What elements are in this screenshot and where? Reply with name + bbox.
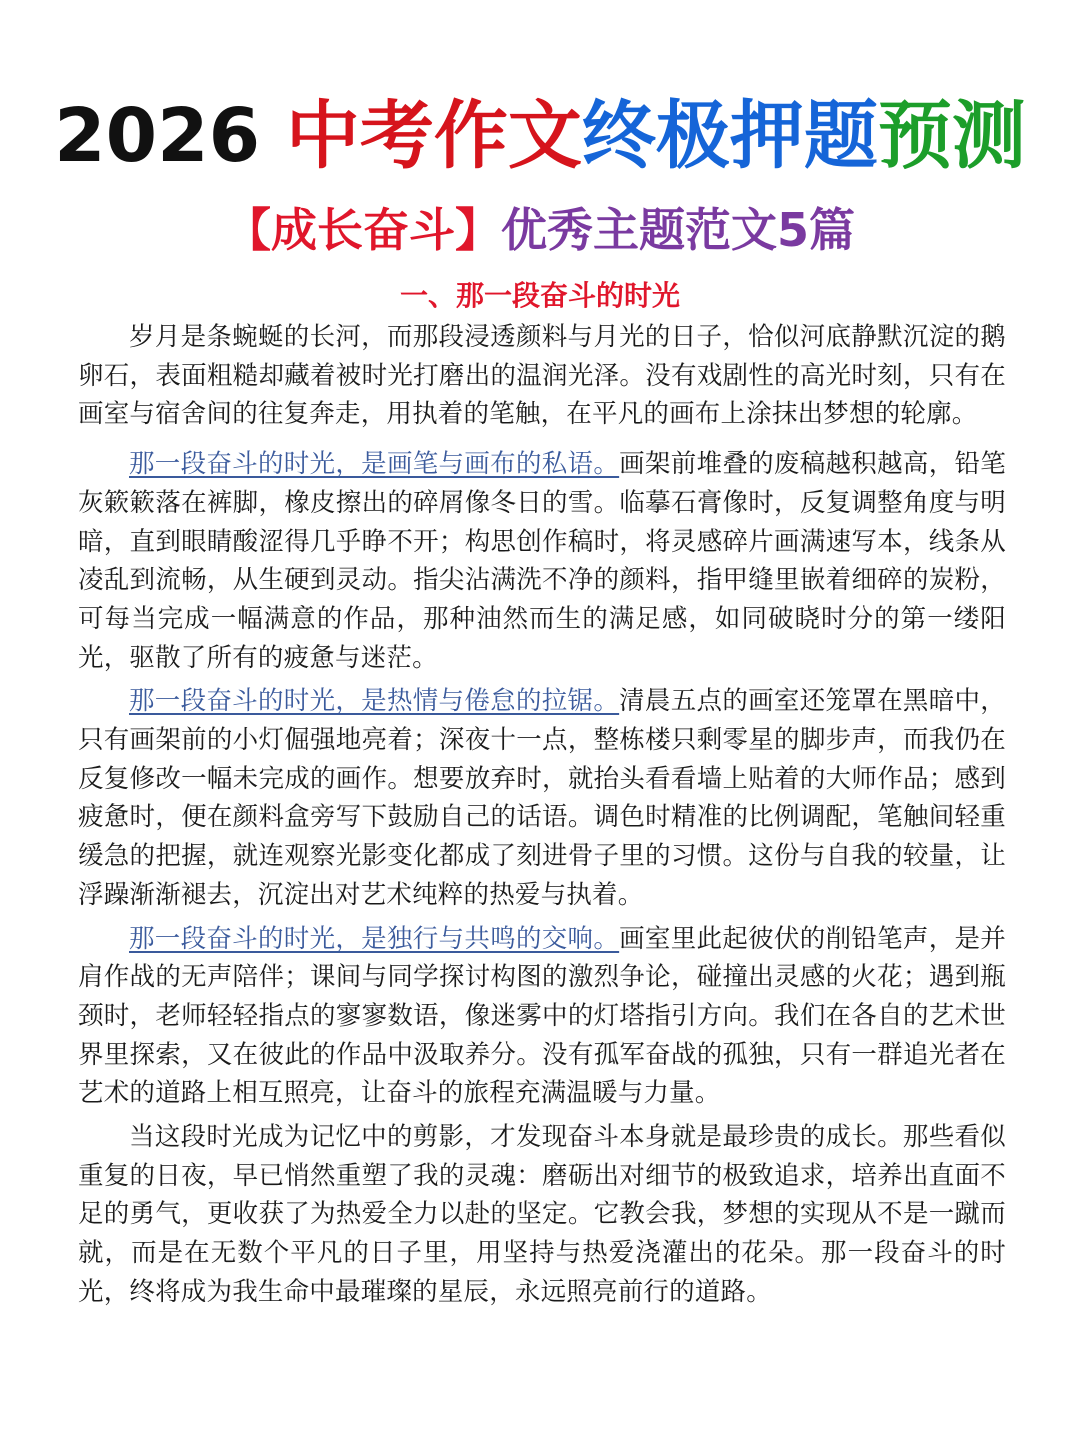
paragraph-3 bbox=[78, 682, 1006, 914]
paragraph-lead-sentence: 那一段奋斗的时光，是独行与共鸣的交响。 bbox=[129, 923, 620, 954]
paragraph-text: 画室里此起彼伏的削铅笔声，是并肩作战的无声陪伴；课间与同学探讨构图的激烈争论，碰撞出灵感的火花；遇到瓶颈时，老师轻轻指点的寥寥数语，像迷雾中的灯塔指引方向。我们在各自的艺术世界里探索，又在彼此的作品中汲取养分。没有孤军奋战的孤独，只有一群追光者在艺术的道路上相互照亮，让奋斗的旅程充满温暖与力量。 bbox=[78, 923, 1006, 1109]
paragraph-text: 岁月是条蜿蜒的长河，而那段浸透颜料与月光的日子，恰似河底静默沉淀的鹅卵石，表面粗糙却藏着被时光打磨出的温润光泽。没有戏剧性的高光时刻，只有在画室与宿舍间的往复奔走，用执着的笔触，在平凡的画布上涂抹出梦想的轮廓。 bbox=[78, 322, 1006, 430]
paragraph-text: 当这段时光成为记忆中的剪影，才发现奋斗本身就是最珍贵的成长。那些看似重复的日夜，早已悄然重塑了我的灵魂：磨砺出对细节的极致追求，培养出直面不足的勇气，更收获了为热爱全力以赴的坚定。它教会我，梦想的实现从不是一蹴而就，而是在无数个平凡的日子里，用坚持与热爱浇灌出的花朵。那一段奋斗的时光，终将成为我生命中最璀璨的星辰，永远照亮前行的道路。 bbox=[78, 1122, 1006, 1307]
paragraph-lead-sentence: 那一段奋斗的时光，是热情与倦怠的拉锯。 bbox=[129, 686, 620, 717]
essay-body bbox=[78, 318, 1006, 1312]
paragraph-2 bbox=[78, 445, 1006, 677]
title-year: 2026 bbox=[54, 93, 286, 179]
paragraph-lead-sentence: 那一段奋斗的时光，是画笔与画布的私语。 bbox=[129, 449, 620, 480]
paragraph-text: 清晨五点的画室还笼罩在黑暗中，只有画架前的小灯倔强地亮着；深夜十一点，整栋楼只剩零星的脚步声，而我仍在反复修改一幅未完成的画作。想要放弃时，就抬头看看墙上贴着的大师作品；感到疲惫时，便在颜料盒旁写下鼓励自己的话语。调色时精准的比例调配，笔触间轻重缓急的把握，就连观察光影变化都成了刻进骨子里的习惯。这份与自我的较量，让浮躁渐渐褪去，沉淀出对艺术纯粹的热爱与执着。 bbox=[78, 686, 1006, 910]
title-part-forecast: 预测 bbox=[877, 93, 1026, 179]
subtitle-topic-bracket: 【成长奋斗】 bbox=[224, 203, 501, 257]
page-title bbox=[0, 88, 1080, 184]
paragraph-1 bbox=[78, 318, 1006, 434]
section-heading: 一、那一段奋斗的时光 bbox=[399, 279, 680, 312]
paragraph-5 bbox=[78, 1118, 1006, 1312]
paragraph-4 bbox=[78, 920, 1006, 1114]
page-subtitle bbox=[0, 198, 1080, 262]
title-part-exam-essay: 中考作文 bbox=[285, 93, 582, 179]
paragraph-text: 画架前堆叠的废稿越积越高，铅笔灰簌簌落在裤脚，橡皮擦出的碎屑像冬日的雪。临摹石膏像时，反复调整角度与明暗，直到眼睛酸涩得几乎睁不开；构思创作稿时，将灵感碎片画满速写本，线条从凌乱到流畅，从生硬到灵动。指尖沾满洗不净的颜料，指甲缝里嵌着细碎的炭粉，可每当完成一幅满意的作品，那种油然而生的满足感，如同破晓时分的第一缕阳光，驱散了所有的疲惫与迷茫。 bbox=[78, 449, 1006, 673]
subtitle-description: 优秀主题范文5篇 bbox=[500, 203, 855, 257]
title-part-final-prediction: 终极押题 bbox=[581, 93, 878, 179]
